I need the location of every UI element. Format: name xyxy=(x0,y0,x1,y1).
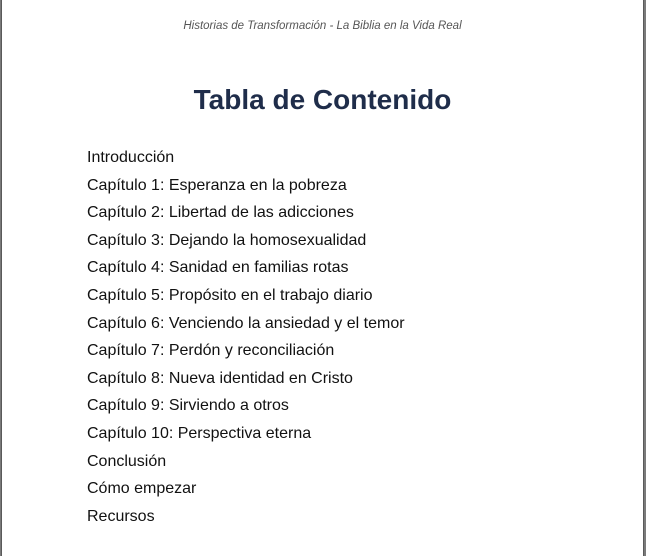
toc-item-capitulo-3[interactable]: Capítulo 3: Dejando la homosexualidad xyxy=(87,231,367,249)
toc-item-introduccion[interactable]: Introducción xyxy=(87,149,175,166)
toc-item-conclusion[interactable]: Conclusión xyxy=(87,452,167,470)
document-page xyxy=(1,0,644,556)
toc-list xyxy=(87,144,405,530)
toc-item-capitulo-8[interactable]: Capítulo 8: Nueva identidad en Cristo xyxy=(87,369,353,387)
toc-title: Tabla de Contenido xyxy=(193,84,452,115)
running-header: Historias de Transformación - La Biblia en la Vida Real xyxy=(183,20,462,32)
toc-item-capitulo-2[interactable]: Capítulo 2: Libertad de las adicciones xyxy=(87,204,354,222)
toc-item-capitulo-9[interactable]: Capítulo 9: Sirviendo a otros xyxy=(87,397,289,415)
toc-item-capitulo-4[interactable]: Capítulo 4: Sanidad en familias rotas xyxy=(87,259,349,277)
toc-item-capitulo-10[interactable]: Capítulo 10: Perspectiva eterna xyxy=(87,424,312,442)
toc-item-capitulo-7[interactable]: Capítulo 7: Perdón y reconciliación xyxy=(87,342,335,360)
toc-item-como-empezar[interactable]: Cómo empezar xyxy=(87,480,197,498)
toc-item-capitulo-5[interactable]: Capítulo 5: Propósito en el trabajo diario xyxy=(87,286,373,304)
toc-item-capitulo-6[interactable]: Capítulo 6: Venciendo la ansiedad y el temor xyxy=(87,314,405,332)
toc-item-capitulo-1[interactable]: Capítulo 1: Esperanza en la pobreza xyxy=(87,176,347,194)
toc-item-recursos[interactable]: Recursos xyxy=(87,507,155,525)
